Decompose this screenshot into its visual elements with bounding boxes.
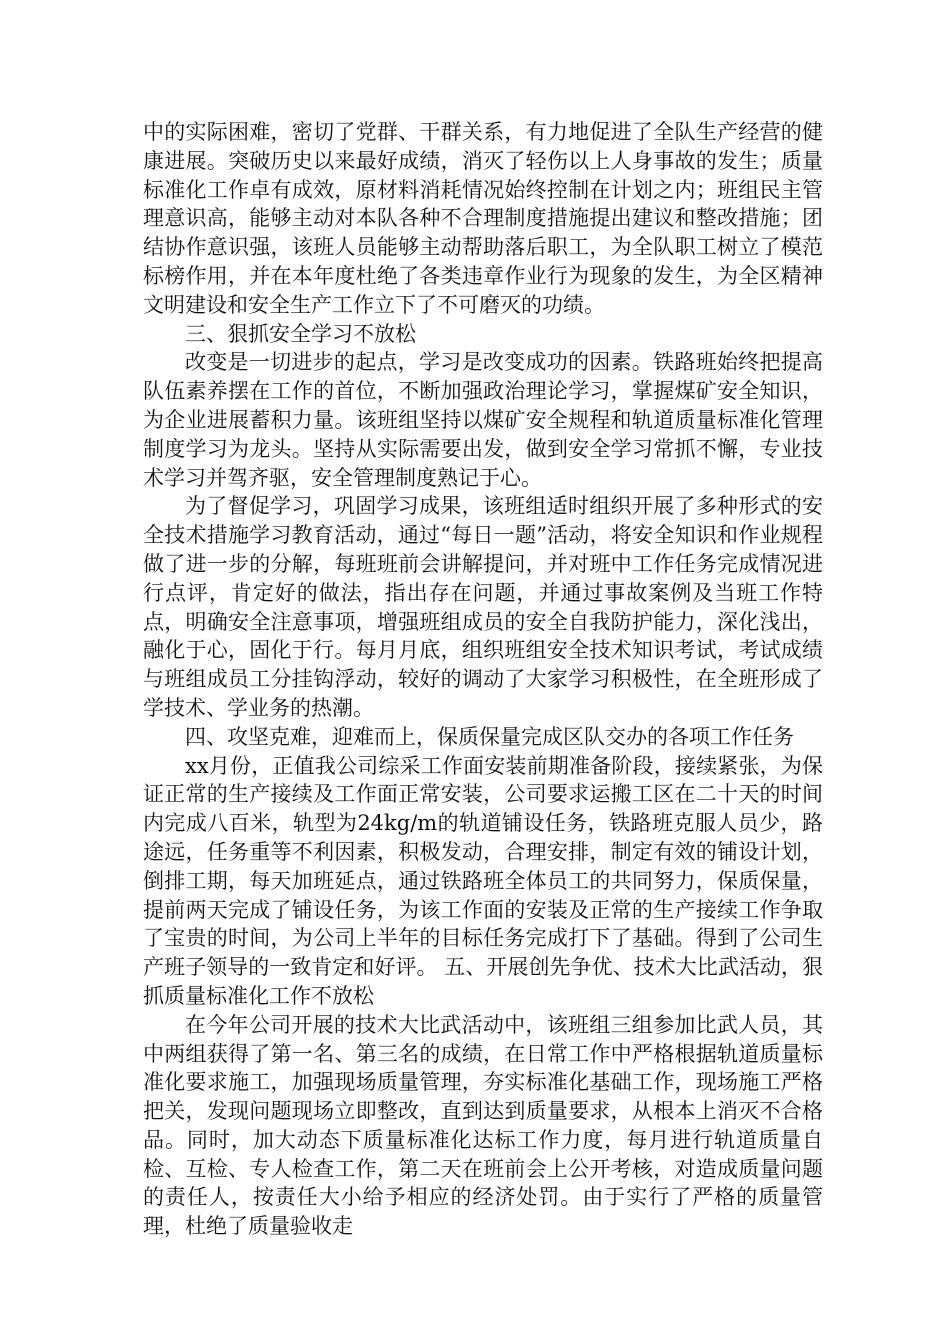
document-body [143,118,823,1241]
paragraph-study-activities: 为了督促学习，巩固学习成果，该班组适时组织开展了多种形式的安全技术措施学习教育活动，通过“每日一题”活动，将安全知识和作业规程做了进一步的分解，每班班前会讲解提问，并对班中工作任务完成情况进行点评，肯定好的做法，指出存在问题，并通过事故案例及当班工作特点，明确安全注意事项，增强班组成员的安全自我防护能力，深化浅出，融化于心，固化于行。每月月底，组织班组安全技术知识考试，考试成绩与班组成员工分挂钩浮动，较好的调动了大家学习积极性，在全班形成了学技术、学业务的热潮。 [143,494,823,720]
paragraph-track-laying: xx月份，正值我公司综采工作面安装前期准备阶段，接续紧张，为保证正常的生产接续及工作面正常安装，公司要求运搬工区在二十天的时间内完成八百米，轨型为24kg/m的轨道铺设任务，铁路班克服人员少，路途远，任务重等不利因素，积极发动，合理安排，制定有效的铺设计划，倒排工期，每天加班延点，通过铁路班全体员工的共同努力，保质保量，提前两天完成了铺设任务，为该工作面的安装及正常的生产接续工作争取了宝贵的时间，为公司上半年的目标任务完成打下了基础。得到了公司生产班子领导的一致肯定和好评。 五、开展创先争优、技术大比武活动，狠抓质量标准化工作不放松 [143,753,823,1008]
paragraph-skills-competition: 在今年公司开展的技术大比武活动中，该班组三组参加比武人员，其中两组获得了第一名、第三名的成绩，在日常工作中严格根据轨道质量标准化要求施工，加强现场质量管理，夯实标准化基础工作，现场施工严格把关，发现问题现场立即整改，直到达到质量要求，从根本上消灭不合格品。同时，加大动态下质量标准化达标工作力度，每月进行轨道质量自检、互检、专人检查工作，第二天在班前会上公开考核，对造成质量问题的责任人，按责任大小给予相应的经济处罚。由于实行了严格的质量管理，杜绝了质量验收走 [143,1012,823,1239]
paragraph-study-intro: 改变是一切进步的起点，学习是改变成功的因素。铁路班始终把提高队伍素养摆在工作的首位，不断加强政治理论学习，掌握煤矿安全知识，为企业进展蓄积力量。该班组坚持以煤矿安全规程和轨道质量标准化管理制度学习为龙头。坚持从实际需要出发，做到安全学习常抓不懈，专业技术学习并驾齐驱，安全管理制度熟记于心。 [143,350,823,490]
section-heading-three: 三、狠抓安全学习不放松 [185,321,416,346]
section-heading-four: 四、攻坚克难，迎难而上，保质保量完成区队交办的各项工作任务 [185,724,794,749]
paragraph-continuation: 中的实际困难，密切了党群、干群关系，有力地促进了全队生产经营的健康进展。突破历史以来最好成绩，消灭了轻伤以上人身事故的发生；质量标准化工作卓有成效，原材料消耗情况始终控制在计划之内；班组民主管理意识高，能够主动对本队各种不合理制度措施提出建议和整改措施；团结协作意识强，该班人员能够主动帮助落后职工，为全队职工树立了模范标榜作用，并在本年度杜绝了各类违章作业行为现象的发生，为全区精神文明建设和安全生产工作立下了不可磨灭的功绩。 [143,120,823,317]
